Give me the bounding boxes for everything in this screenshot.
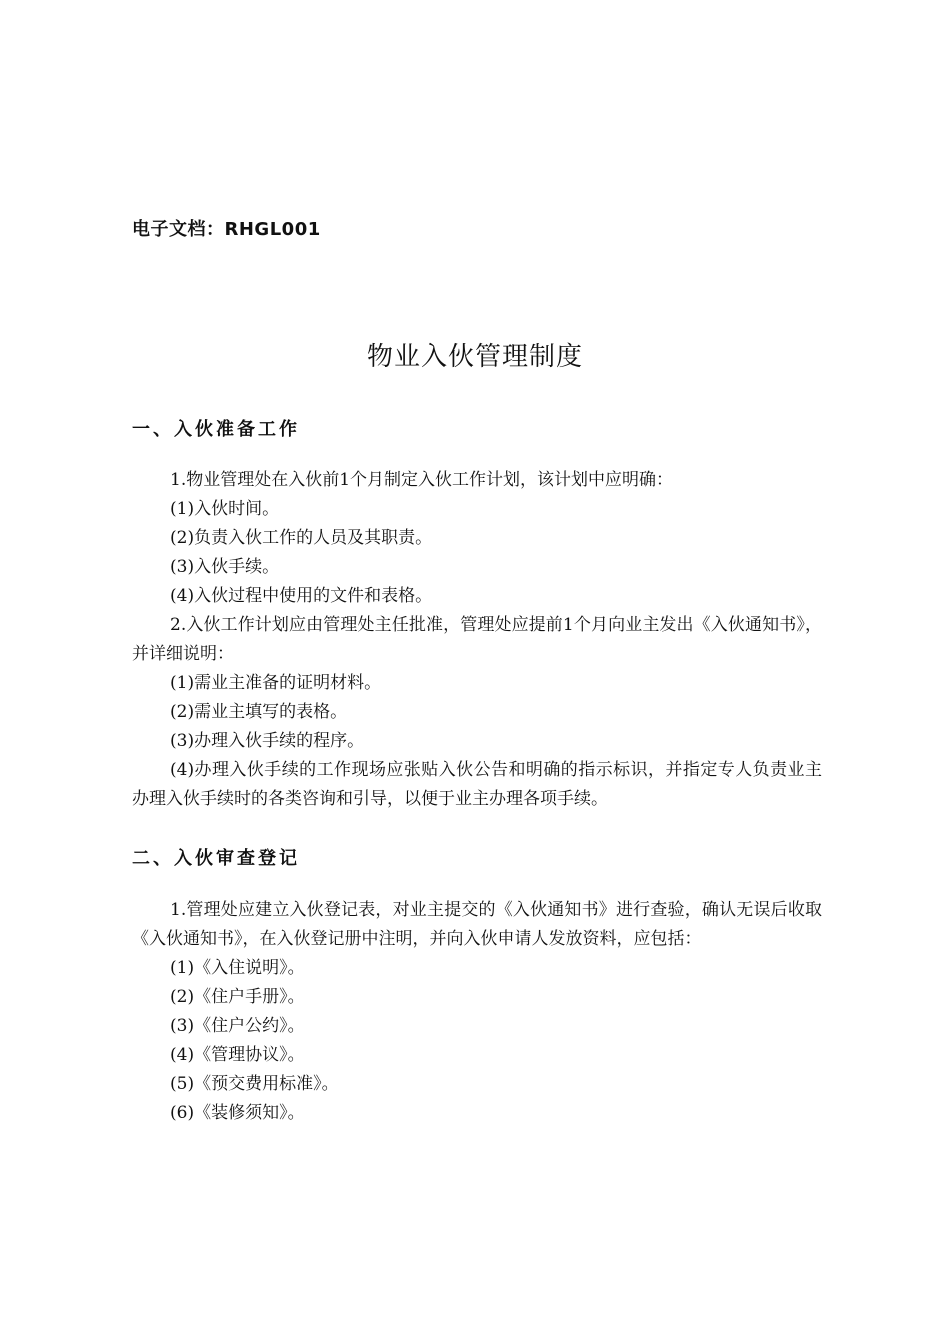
paragraph: (4)办理入伙手续的工作现场应张贴入伙公告和明确的指示标识，并指定专人负责业主办理入伙手续时的各类咨询和引导，以便于业主办理各项手续。 xyxy=(132,760,822,809)
paragraph: 2.入伙工作计划应由管理处主任批准，管理处应提前1个月向业主发出《入伙通知书》，并详细说明： xyxy=(132,615,822,664)
list-item: (5)《预交费用标准》。 xyxy=(170,1074,339,1094)
list-item: (1)入伙时间。 xyxy=(170,499,280,519)
paragraph: 1.管理处应建立入伙登记表，对业主提交的《入伙通知书》进行查验，确认无误后收取《入伙通知书》，在入伙登记册中注明，并向入伙申请人发放资料，应包括： xyxy=(132,900,822,949)
section-heading-registration: 二、入伙审查登记 xyxy=(132,848,300,869)
document-id: 电子文档：RHGL001 xyxy=(132,219,321,240)
list-item: (1)《入住说明》。 xyxy=(170,958,305,978)
list-item: (2)《住户手册》。 xyxy=(170,987,305,1007)
list-item: (4)《管理协议》。 xyxy=(170,1045,305,1065)
page-title: 物业入伙管理制度 xyxy=(366,342,583,372)
list-item: (2)负责入伙工作的人员及其职责。 xyxy=(170,528,433,548)
section-body-registration xyxy=(132,896,822,1128)
list-item: (3)《住户公约》。 xyxy=(170,1016,305,1036)
paragraph: 1.物业管理处在入伙前1个月制定入伙工作计划，该计划中应明确： xyxy=(170,470,674,490)
list-item: (2)需业主填写的表格。 xyxy=(170,702,348,722)
section-heading-preparation: 一、入伙准备工作 xyxy=(132,419,300,440)
list-item: (1)需业主准备的证明材料。 xyxy=(170,673,382,693)
list-item: (4)入伙过程中使用的文件和表格。 xyxy=(170,586,433,606)
section-body-preparation xyxy=(132,466,822,814)
list-item: (3)办理入伙手续的程序。 xyxy=(170,731,365,751)
list-item: (6)《装修须知》。 xyxy=(170,1103,305,1123)
list-item: (3)入伙手续。 xyxy=(170,557,280,577)
